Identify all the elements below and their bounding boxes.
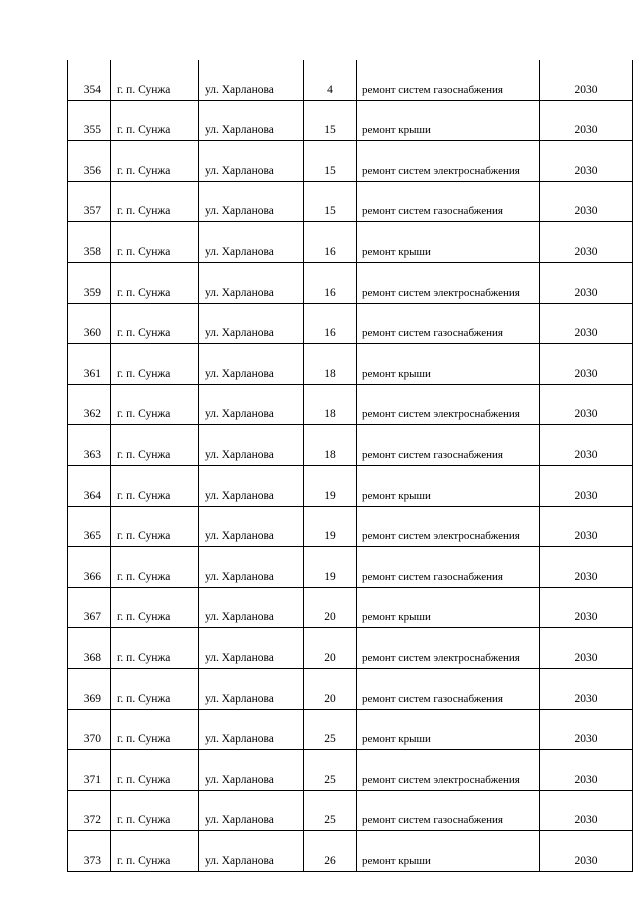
street-cell: ул. Харланова	[199, 628, 304, 669]
work-type-cell: ремонт систем электроснабжения	[357, 750, 540, 791]
year-cell: 2030	[540, 628, 633, 669]
row-number-cell: 369	[68, 668, 111, 709]
work-type-cell: ремонт систем электроснабжения	[357, 262, 540, 303]
table-row	[68, 831, 633, 872]
house-number-cell: 16	[304, 222, 357, 263]
year-cell: 2030	[540, 100, 633, 141]
work-type-cell: ремонт крыши	[357, 831, 540, 872]
year-cell: 2030	[540, 303, 633, 344]
settlement-cell: г. п. Сунжа	[111, 181, 199, 222]
table-row	[68, 587, 633, 628]
work-type-cell: ремонт систем электроснабжения	[357, 141, 540, 182]
house-number-cell: 18	[304, 425, 357, 466]
settlement-cell: г. п. Сунжа	[111, 587, 199, 628]
row-number-cell: 355	[68, 100, 111, 141]
work-type-cell: ремонт крыши	[357, 100, 540, 141]
settlement-cell: г. п. Сунжа	[111, 709, 199, 750]
work-type-cell: ремонт систем электроснабжения	[357, 506, 540, 547]
table-row	[68, 709, 633, 750]
year-cell: 2030	[540, 344, 633, 385]
street-cell: ул. Харланова	[199, 303, 304, 344]
table-row	[68, 425, 633, 466]
work-type-cell: ремонт систем газоснабжения	[357, 547, 540, 588]
house-number-cell: 25	[304, 709, 357, 750]
settlement-cell: г. п. Сунжа	[111, 831, 199, 872]
row-number-cell: 367	[68, 587, 111, 628]
table-row	[68, 181, 633, 222]
year-cell: 2030	[540, 790, 633, 831]
settlement-cell: г. п. Сунжа	[111, 750, 199, 791]
house-number-cell: 18	[304, 384, 357, 425]
house-number-cell: 20	[304, 628, 357, 669]
table-row	[68, 303, 633, 344]
house-number-cell: 18	[304, 344, 357, 385]
street-cell: ул. Харланова	[199, 547, 304, 588]
street-cell: ул. Харланова	[199, 344, 304, 385]
settlement-cell: г. п. Сунжа	[111, 668, 199, 709]
settlement-cell: г. п. Сунжа	[111, 262, 199, 303]
year-cell: 2030	[540, 668, 633, 709]
settlement-cell: г. п. Сунжа	[111, 60, 199, 100]
row-number-cell: 373	[68, 831, 111, 872]
row-number-cell: 363	[68, 425, 111, 466]
settlement-cell: г. п. Сунжа	[111, 100, 199, 141]
table-body	[68, 60, 633, 872]
row-number-cell: 364	[68, 465, 111, 506]
year-cell: 2030	[540, 506, 633, 547]
row-number-cell: 365	[68, 506, 111, 547]
house-number-cell: 16	[304, 262, 357, 303]
settlement-cell: г. п. Сунжа	[111, 222, 199, 263]
street-cell: ул. Харланова	[199, 100, 304, 141]
settlement-cell: г. п. Сунжа	[111, 547, 199, 588]
year-cell: 2030	[540, 141, 633, 182]
settlement-cell: г. п. Сунжа	[111, 506, 199, 547]
settlement-cell: г. п. Сунжа	[111, 790, 199, 831]
work-type-cell: ремонт систем газоснабжения	[357, 790, 540, 831]
street-cell: ул. Харланова	[199, 587, 304, 628]
street-cell: ул. Харланова	[199, 709, 304, 750]
house-number-cell: 20	[304, 668, 357, 709]
house-number-cell: 25	[304, 790, 357, 831]
work-type-cell: ремонт систем электроснабжения	[357, 384, 540, 425]
row-number-cell: 354	[68, 60, 111, 100]
year-cell: 2030	[540, 587, 633, 628]
table-row	[68, 100, 633, 141]
table-row	[68, 222, 633, 263]
work-type-cell: ремонт крыши	[357, 222, 540, 263]
table-row	[68, 628, 633, 669]
table-row	[68, 141, 633, 182]
house-number-cell: 19	[304, 465, 357, 506]
work-type-cell: ремонт систем газоснабжения	[357, 181, 540, 222]
year-cell: 2030	[540, 465, 633, 506]
house-number-cell: 16	[304, 303, 357, 344]
house-number-cell: 4	[304, 60, 357, 100]
row-number-cell: 371	[68, 750, 111, 791]
year-cell: 2030	[540, 262, 633, 303]
street-cell: ул. Харланова	[199, 790, 304, 831]
table-row	[68, 344, 633, 385]
table-row	[68, 790, 633, 831]
year-cell: 2030	[540, 181, 633, 222]
house-number-cell: 25	[304, 750, 357, 791]
house-number-cell: 20	[304, 587, 357, 628]
year-cell: 2030	[540, 547, 633, 588]
street-cell: ул. Харланова	[199, 262, 304, 303]
work-type-cell: ремонт крыши	[357, 709, 540, 750]
table-row	[68, 547, 633, 588]
settlement-cell: г. п. Сунжа	[111, 384, 199, 425]
work-type-cell: ремонт систем электроснабжения	[357, 628, 540, 669]
year-cell: 2030	[540, 425, 633, 466]
house-number-cell: 15	[304, 181, 357, 222]
row-number-cell: 358	[68, 222, 111, 263]
house-number-cell: 15	[304, 100, 357, 141]
work-type-cell: ремонт крыши	[357, 587, 540, 628]
row-number-cell: 372	[68, 790, 111, 831]
house-number-cell: 19	[304, 547, 357, 588]
table-row	[68, 750, 633, 791]
table-row	[68, 506, 633, 547]
year-cell: 2030	[540, 222, 633, 263]
house-number-cell: 15	[304, 141, 357, 182]
year-cell: 2030	[540, 384, 633, 425]
work-type-cell: ремонт крыши	[357, 465, 540, 506]
row-number-cell: 368	[68, 628, 111, 669]
street-cell: ул. Харланова	[199, 750, 304, 791]
street-cell: ул. Харланова	[199, 506, 304, 547]
year-cell: 2030	[540, 709, 633, 750]
street-cell: ул. Харланова	[199, 831, 304, 872]
table-row	[68, 465, 633, 506]
street-cell: ул. Харланова	[199, 60, 304, 100]
work-type-cell: ремонт систем газоснабжения	[357, 303, 540, 344]
table-row	[68, 60, 633, 100]
street-cell: ул. Харланова	[199, 465, 304, 506]
work-type-cell: ремонт крыши	[357, 344, 540, 385]
work-type-cell: ремонт систем газоснабжения	[357, 60, 540, 100]
street-cell: ул. Харланова	[199, 222, 304, 263]
row-number-cell: 366	[68, 547, 111, 588]
row-number-cell: 356	[68, 141, 111, 182]
settlement-cell: г. п. Сунжа	[111, 465, 199, 506]
work-type-cell: ремонт систем газоснабжения	[357, 425, 540, 466]
street-cell: ул. Харланова	[199, 668, 304, 709]
row-number-cell: 361	[68, 344, 111, 385]
year-cell: 2030	[540, 750, 633, 791]
row-number-cell: 370	[68, 709, 111, 750]
settlement-cell: г. п. Сунжа	[111, 344, 199, 385]
row-number-cell: 362	[68, 384, 111, 425]
settlement-cell: г. п. Сунжа	[111, 141, 199, 182]
house-number-cell: 19	[304, 506, 357, 547]
document-page	[67, 60, 632, 872]
house-number-cell: 26	[304, 831, 357, 872]
settlement-cell: г. п. Сунжа	[111, 628, 199, 669]
year-cell: 2030	[540, 60, 633, 100]
table-row	[68, 262, 633, 303]
year-cell: 2030	[540, 831, 633, 872]
street-cell: ул. Харланова	[199, 384, 304, 425]
settlement-cell: г. п. Сунжа	[111, 303, 199, 344]
work-type-cell: ремонт систем газоснабжения	[357, 668, 540, 709]
street-cell: ул. Харланова	[199, 141, 304, 182]
table-row	[68, 384, 633, 425]
street-cell: ул. Харланова	[199, 425, 304, 466]
row-number-cell: 357	[68, 181, 111, 222]
street-cell: ул. Харланова	[199, 181, 304, 222]
repair-schedule-table	[67, 60, 633, 872]
row-number-cell: 359	[68, 262, 111, 303]
row-number-cell: 360	[68, 303, 111, 344]
table-row	[68, 668, 633, 709]
settlement-cell: г. п. Сунжа	[111, 425, 199, 466]
